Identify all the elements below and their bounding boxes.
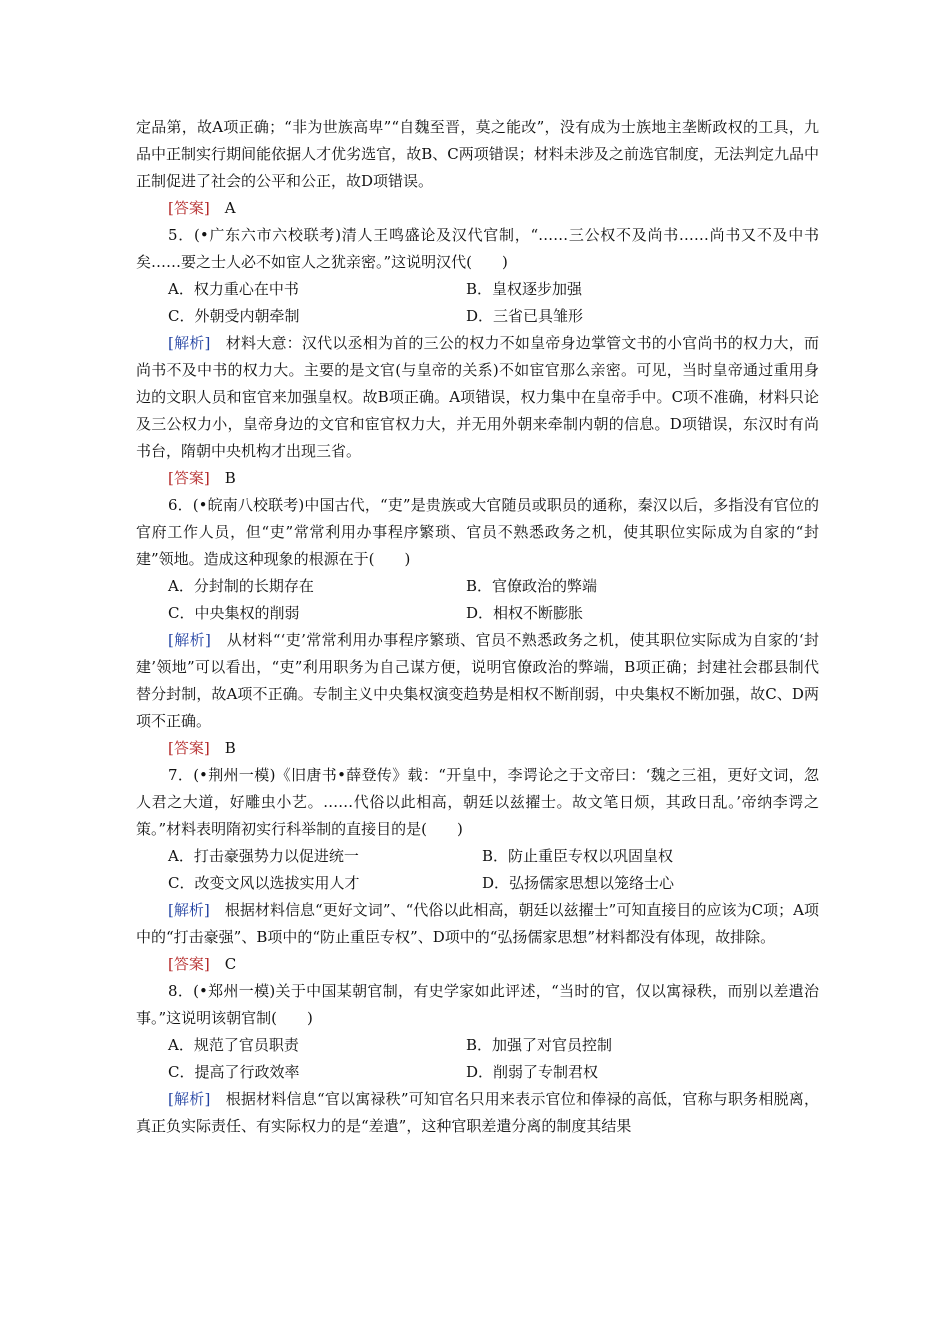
answer-line [136, 951, 819, 978]
analysis-text: 根据材料信息“更好文词”、“代俗以此相高，朝廷以兹擢士”可知直接目的应该为C项；A项中的“打击豪强”、B项中的“防止重臣专权”、D项中的“弘扬儒家思想”材料都没有体现，故排除。 [136, 901, 819, 946]
option-c: C．提高了行政效率 [168, 1063, 300, 1081]
answer-line [136, 465, 819, 492]
question-stem: 5．(•广东六市六校联考)清人王鸣盛论及汉代官制，“……三公权不及尚书……尚书又不及中书矣……要之士人必不如宦人之犹亲密。”这说明汉代( ) [136, 226, 819, 271]
intro-answer-line [136, 195, 819, 222]
question-stem: 7．(•荆州一模)《旧唐书•薛登传》载：“开皇中，李谔论之于文帝曰：‘魏之三祖，更好文词，忽人君之大道，好雕虫小艺。……代俗以此相高，朝廷以兹擢士。故文笔日烦，其政日乱。’帝纳李谔之策。”材料表明隋初实行科举制的直接目的是( ) [136, 766, 819, 838]
option-b: B．防止重臣专权以巩固皇权 [482, 847, 674, 865]
options-row [136, 573, 819, 600]
option-c: C．外朝受内朝牵制 [168, 307, 300, 325]
analysis-tag: [解析] [168, 901, 210, 919]
answer-tag: [答案] [168, 955, 210, 973]
answer-value: A [224, 199, 236, 217]
question-stem: 8．(•郑州一模)关于中国某朝官制，有史学家如此评述，“当时的官，仅以寓禄秩，而别以差遣治事。”这说明该朝官制( ) [136, 982, 819, 1027]
answer-value: C [224, 955, 237, 973]
options-row [136, 1032, 819, 1059]
options-row [136, 843, 819, 870]
answer-line [136, 735, 819, 762]
analysis-text: 材料大意：汉代以丞相为首的三公的权力不如皇帝身边掌管文书的小官尚书的权力大，而尚书不及中书的权力大。主要的是文官(与皇帝的关系)不如宦官那么亲密。可见，当时皇帝通过重用身边的文职人员和宦官来加强皇权。故B项正确。A项错误，权力集中在皇帝手中。C项不准确，材料只论及三公权力小，皇帝身边的文官和宦官权力大，并无用外朝来牵制内朝的信息。D项错误，东汉时有尚书台，隋朝中央机构才出现三省。 [136, 334, 819, 460]
answer-value: B [224, 739, 236, 757]
question-7 [136, 762, 819, 978]
analysis-tag: [解析] [168, 1090, 211, 1108]
option-c: C．中央集权的削弱 [168, 604, 300, 622]
options-row [136, 303, 819, 330]
document-page [136, 114, 819, 1140]
answer-tag: [答案] [168, 199, 210, 217]
analysis-paragraph [136, 330, 819, 465]
analysis-paragraph [136, 897, 819, 951]
analysis-paragraph [136, 1086, 819, 1140]
option-d: D．削弱了专制君权 [466, 1063, 599, 1081]
option-a: A．规范了官员职责 [168, 1036, 299, 1054]
options-row [136, 1059, 819, 1086]
option-a: A．打击豪强势力以促进统一 [168, 847, 359, 865]
question-6 [136, 492, 819, 762]
option-b: B．官僚政治的弊端 [466, 577, 598, 595]
question-stem: 6．(•皖南八校联考)中国古代，“吏”是贵族或大官随员或职员的通称，秦汉以后，多指没有官位的官府工作人员，但“吏”常常利用办事程序繁琐、官员不熟悉政务之机，使其职位实际成为自家的“封建”领地。造成这种现象的根源在于( ) [136, 496, 819, 568]
answer-value: B [224, 469, 236, 487]
options-row [136, 600, 819, 627]
option-b: B．加强了对官员控制 [466, 1036, 613, 1054]
analysis-text: 从材料“‘吏’常常利用办事程序繁琐、官员不熟悉政务之机，使其职位实际成为自家的‘封建’领地”可以看出，“吏”利用职务为自己谋方便，说明官僚政治的弊端，B项正确；封建社会郡县制代替分封制，故A项不正确。专制主义中央集权演变趋势是相权不断削弱，中央集权不断加强，故C、D两项不正确。 [136, 631, 819, 730]
answer-tag: [答案] [168, 469, 210, 487]
option-d: D．相权不断膨胀 [466, 604, 584, 622]
question-5 [136, 222, 819, 492]
option-a: A．分封制的长期存在 [168, 577, 314, 595]
answer-tag: [答案] [168, 739, 210, 757]
analysis-text: 根据材料信息“官以寓禄秩”可知官名只用来表示官位和俸禄的高低，官称与职务相脱离，真正负实际责任、有实际权力的是“差遣”，这种官职差遣分离的制度其结果 [136, 1090, 819, 1135]
analysis-tag: [解析] [168, 631, 211, 649]
option-c: C．改变文风以选拔实用人才 [168, 874, 360, 892]
intro-analysis-text: 定品第，故A项正确；“非为世族高卑”“自魏至晋，莫之能改”，没有成为士族地主垄断政权的工具，九品中正制实行期间能依据人才优劣选官，故B、C两项错误；材料未涉及之前选官制度，无法判定九品中正制促进了社会的公平和公正，故D项错误。 [136, 118, 819, 190]
analysis-paragraph [136, 627, 819, 735]
option-d: D．弘扬儒家思想以笼络士心 [482, 874, 675, 892]
option-a: A．权力重心在中书 [168, 280, 299, 298]
options-row [136, 870, 819, 897]
question-8 [136, 978, 819, 1140]
analysis-tag: [解析] [168, 334, 211, 352]
option-b: B．皇权逐步加强 [466, 280, 583, 298]
option-d: D．三省已具雏形 [466, 307, 584, 325]
options-row [136, 276, 819, 303]
